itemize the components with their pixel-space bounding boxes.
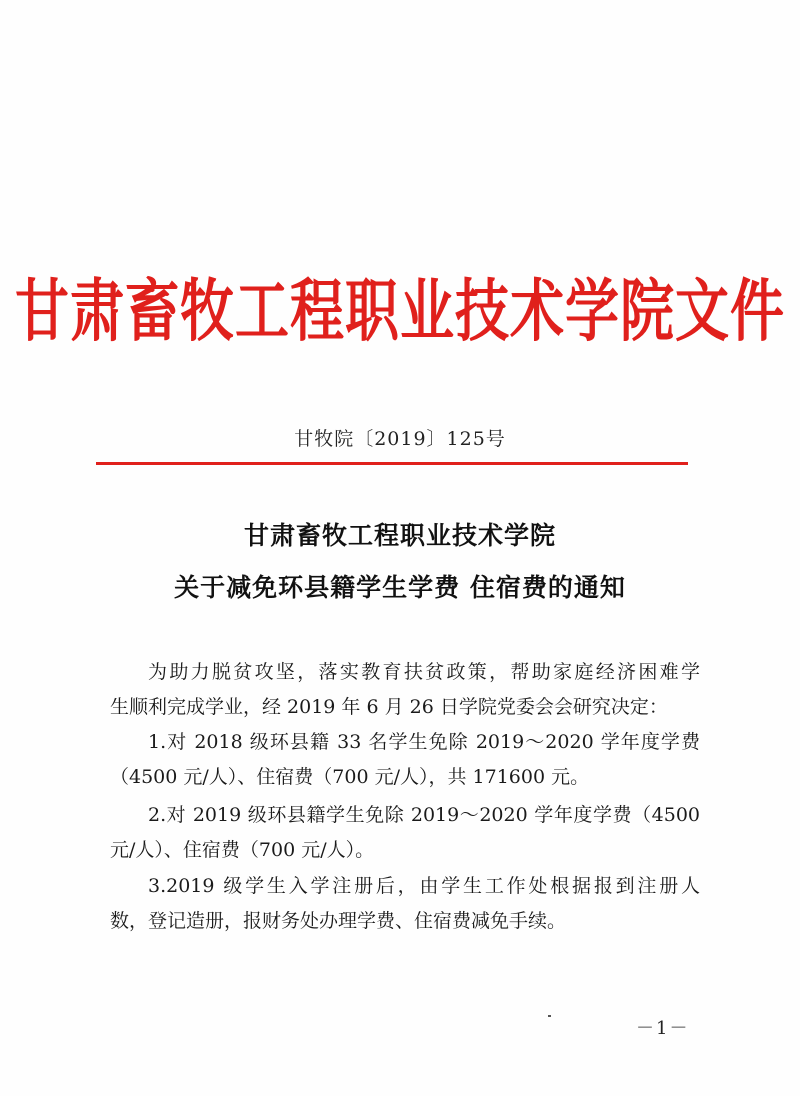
- notice-title-line-1: 甘肃畜牧工程职业技术学院: [243, 521, 556, 550]
- intro-line-1: 为助力脱贫攻坚，落实教育扶贫政策，帮助家庭经济困难学: [148, 661, 700, 683]
- item-1-line-1: 1.对 2018 级环县籍 33 名学生免除 2019～2020 学年度学费: [148, 731, 700, 753]
- intro-paragraph: [110, 655, 700, 725]
- item-2-line-1: 2.对 2019 级环县籍学生免除 2019～2020 学年度学费（4500: [148, 804, 700, 826]
- item-3-paragraph: [110, 869, 700, 939]
- masthead-title: 甘肃畜牧工程职业技术学院文件: [15, 271, 785, 351]
- red-divider-line: [96, 462, 688, 465]
- intro-line-2: 生顺利完成学业，经 2019 年 6 月 26 日学院党委会会研究决定：: [110, 696, 668, 718]
- item-2-line-2: 元/人）、住宿费（700 元/人）。: [110, 839, 375, 861]
- notice-title-line-2: 关于减免环县籍学生学费 住宿费的通知: [174, 573, 626, 602]
- document-number: 甘牧院〔2019〕125号: [294, 428, 506, 450]
- item-1-line-2: （4500 元/人）、住宿费（700 元/人），共 171600 元。: [110, 766, 590, 788]
- item-3-line-2: 数，登记造册，报财务处办理学费、住宿费减免手续。: [110, 910, 567, 932]
- scan-speck: [548, 1015, 551, 1017]
- item-1-paragraph: [110, 725, 700, 795]
- item-2-paragraph: [110, 798, 700, 868]
- page-number: －1－: [636, 1018, 690, 1039]
- item-3-line-1: 3.2019 级学生入学注册后，由学生工作处根据报到注册人: [148, 875, 700, 897]
